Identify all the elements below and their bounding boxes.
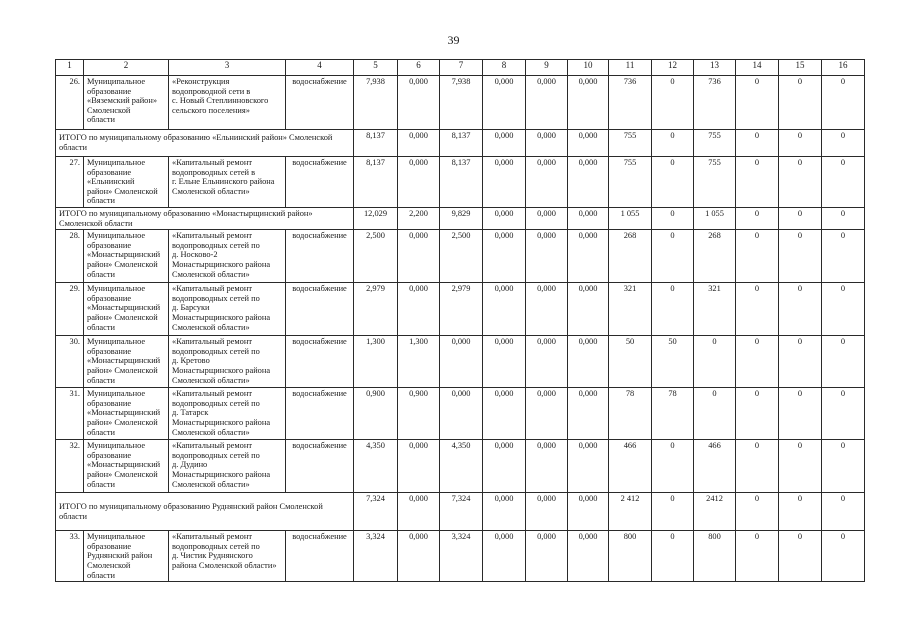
total-row	[56, 493, 865, 531]
service-type-cell: водоснабжение	[286, 283, 354, 336]
value-cell: 3,324	[440, 531, 483, 582]
value-cell: 9,829	[440, 207, 483, 229]
value-cell: 0,000	[568, 283, 609, 336]
value-cell: 7,324	[440, 493, 483, 531]
value-cell: 0,000	[483, 440, 526, 493]
service-type-cell: водоснабжение	[286, 388, 354, 440]
municipality-cell	[84, 388, 169, 440]
column-number: 2	[84, 60, 169, 76]
value-cell: 2,500	[354, 230, 398, 283]
municipality-cell	[84, 336, 169, 388]
value-cell: 466	[609, 440, 652, 493]
value-cell: 0	[652, 76, 694, 130]
row-number: 26.	[56, 76, 84, 130]
value-cell: 0	[652, 207, 694, 229]
column-number: 8	[483, 60, 526, 76]
column-number-row	[56, 60, 865, 76]
value-cell: 321	[694, 283, 736, 336]
value-cell: 736	[694, 76, 736, 130]
value-cell: 0,000	[440, 388, 483, 440]
object-cell	[169, 388, 286, 440]
value-cell: 0,000	[440, 336, 483, 388]
municipality-cell-text: Муниципальное образование «Ельнинский район» Смоленской области	[87, 158, 158, 206]
column-number: 1	[56, 60, 84, 76]
value-cell: 0	[779, 336, 822, 388]
municipality-cell-text: Муниципальное образование «Монастырщинский район» Смоленской области	[87, 337, 161, 385]
value-cell: 0,000	[483, 531, 526, 582]
object-cell	[169, 283, 286, 336]
value-cell: 2 412	[609, 493, 652, 531]
value-cell: 0	[779, 130, 822, 157]
row-number: 32.	[56, 440, 84, 493]
value-cell: 321	[609, 283, 652, 336]
value-cell: 0,000	[483, 493, 526, 531]
value-cell: 800	[609, 531, 652, 582]
service-type-cell: водоснабжение	[286, 76, 354, 130]
row-number: 28.	[56, 230, 84, 283]
municipality-cell	[84, 157, 169, 208]
value-cell: 2,500	[440, 230, 483, 283]
row-number: 33.	[56, 531, 84, 582]
table-row	[56, 531, 865, 582]
value-cell: 0,900	[354, 388, 398, 440]
value-cell: 0	[652, 440, 694, 493]
total-row	[56, 207, 865, 229]
value-cell: 1,300	[398, 336, 440, 388]
column-number: 6	[398, 60, 440, 76]
municipality-cell-text: Муниципальное образование «Монастырщинский район» Смоленской области	[87, 441, 161, 489]
value-cell: 0,000	[568, 207, 609, 229]
value-cell: 0,000	[568, 230, 609, 283]
value-cell: 78	[609, 388, 652, 440]
object-cell-text: «Капитальный ремонт водопроводных сетей по д. Чистик Руднянского района Смоленской области»	[172, 532, 277, 570]
value-cell: 1 055	[694, 207, 736, 229]
value-cell: 0	[652, 531, 694, 582]
value-cell: 3,324	[354, 531, 398, 582]
value-cell: 0,000	[483, 388, 526, 440]
value-cell: 0,000	[568, 493, 609, 531]
column-number: 9	[526, 60, 568, 76]
row-number: 31.	[56, 388, 84, 440]
value-cell: 0,000	[483, 76, 526, 130]
object-cell-text: «Капитальный ремонт водопроводных сетей по д. Кретово Монастырщинского района Смоленской области»	[172, 337, 271, 385]
value-cell: 1 055	[609, 207, 652, 229]
value-cell: 0	[736, 531, 779, 582]
value-cell: 0	[822, 283, 865, 336]
municipality-cell	[84, 531, 169, 582]
value-cell: 0	[736, 230, 779, 283]
table-row	[56, 76, 865, 130]
value-cell: 0	[779, 230, 822, 283]
value-cell: 0	[779, 157, 822, 208]
value-cell: 2,979	[440, 283, 483, 336]
column-number: 11	[609, 60, 652, 76]
value-cell: 0	[822, 230, 865, 283]
object-cell	[169, 531, 286, 582]
value-cell: 0	[652, 157, 694, 208]
value-cell: 78	[652, 388, 694, 440]
value-cell: 268	[609, 230, 652, 283]
value-cell: 0,000	[568, 440, 609, 493]
municipality-cell-text: Муниципальное образование «Вяземский район» Смоленской области	[87, 77, 158, 125]
value-cell: 0	[694, 388, 736, 440]
total-label: ИТОГО по муниципальному образованию Руднянский район Смоленской области	[56, 493, 354, 531]
value-cell: 0	[779, 76, 822, 130]
object-cell	[169, 230, 286, 283]
value-cell: 736	[609, 76, 652, 130]
value-cell: 0	[736, 157, 779, 208]
object-cell-text: «Капитальный ремонт водопроводных сетей в г. Ельне Ельнинского района Смоленской области»	[172, 158, 275, 196]
value-cell: 0,000	[398, 230, 440, 283]
value-cell: 0,900	[398, 388, 440, 440]
row-number: 27.	[56, 157, 84, 208]
value-cell: 7,324	[354, 493, 398, 531]
value-cell: 2,200	[398, 207, 440, 229]
object-cell	[169, 76, 286, 130]
value-cell: 0	[736, 130, 779, 157]
value-cell: 8,137	[354, 157, 398, 208]
value-cell: 0,000	[398, 283, 440, 336]
total-label: ИТОГО по муниципальному образованию «Ельнинский район» Смоленской области	[56, 130, 354, 157]
value-cell: 0,000	[526, 440, 568, 493]
service-type-cell: водоснабжение	[286, 230, 354, 283]
value-cell: 755	[694, 157, 736, 208]
value-cell: 0	[652, 230, 694, 283]
value-cell: 0	[652, 130, 694, 157]
value-cell: 0,000	[398, 130, 440, 157]
value-cell: 0,000	[483, 157, 526, 208]
value-cell: 0,000	[483, 230, 526, 283]
value-cell: 0,000	[526, 207, 568, 229]
row-number: 29.	[56, 283, 84, 336]
value-cell: 0	[652, 283, 694, 336]
value-cell: 0	[822, 336, 865, 388]
value-cell: 0	[822, 207, 865, 229]
column-number: 12	[652, 60, 694, 76]
value-cell: 0	[779, 207, 822, 229]
value-cell: 0,000	[568, 76, 609, 130]
value-cell: 0,000	[526, 493, 568, 531]
page-number: 39	[447, 33, 460, 47]
table-row	[56, 283, 865, 336]
value-cell: 0,000	[568, 157, 609, 208]
value-cell: 0,000	[398, 76, 440, 130]
value-cell: 0,000	[526, 157, 568, 208]
value-cell: 0,000	[398, 157, 440, 208]
value-cell: 755	[694, 130, 736, 157]
municipality-cell-text: Муниципальное образование «Монастырщинский район» Смоленской области	[87, 389, 161, 437]
table-row	[56, 336, 865, 388]
value-cell: 8,137	[440, 130, 483, 157]
service-type-cell: водоснабжение	[286, 157, 354, 208]
column-number: 15	[779, 60, 822, 76]
value-cell: 4,350	[440, 440, 483, 493]
value-cell: 0,000	[483, 283, 526, 336]
value-cell: 0	[822, 388, 865, 440]
value-cell: 0,000	[526, 76, 568, 130]
municipality-cell	[84, 283, 169, 336]
column-number: 10	[568, 60, 609, 76]
value-cell: 4,350	[354, 440, 398, 493]
value-cell: 7,938	[440, 76, 483, 130]
object-cell	[169, 336, 286, 388]
column-number: 16	[822, 60, 865, 76]
column-number: 4	[286, 60, 354, 76]
value-cell: 0	[822, 440, 865, 493]
value-cell: 0,000	[526, 531, 568, 582]
service-type-cell: водоснабжение	[286, 336, 354, 388]
table-body	[56, 60, 865, 582]
municipality-cell	[84, 76, 169, 130]
value-cell: 0,000	[398, 493, 440, 531]
value-cell: 8,137	[440, 157, 483, 208]
municipality-cell	[84, 440, 169, 493]
value-cell: 0	[822, 531, 865, 582]
value-cell: 0,000	[526, 230, 568, 283]
value-cell: 755	[609, 130, 652, 157]
municipality-cell-text: Муниципальное образование Руднянский район Смоленской области	[87, 532, 153, 580]
value-cell: 0,000	[568, 336, 609, 388]
row-number: 30.	[56, 336, 84, 388]
value-cell: 0,000	[526, 130, 568, 157]
value-cell: 0,000	[526, 283, 568, 336]
object-cell	[169, 157, 286, 208]
value-cell: 0	[779, 283, 822, 336]
value-cell: 1,300	[354, 336, 398, 388]
value-cell: 0	[736, 76, 779, 130]
value-cell: 0,000	[526, 388, 568, 440]
table-row	[56, 440, 865, 493]
value-cell: 800	[694, 531, 736, 582]
total-row	[56, 130, 865, 157]
value-cell: 0	[779, 388, 822, 440]
value-cell: 0	[652, 493, 694, 531]
table-row	[56, 388, 865, 440]
value-cell: 0	[779, 531, 822, 582]
object-cell-text: «Капитальный ремонт водопроводных сетей по д. Дудино Монастырщинского района Смоленской области»	[172, 441, 271, 489]
value-cell: 0,000	[483, 336, 526, 388]
value-cell: 0,000	[568, 388, 609, 440]
value-cell: 0	[736, 493, 779, 531]
value-cell: 50	[652, 336, 694, 388]
value-cell: 0,000	[568, 531, 609, 582]
value-cell: 0,000	[483, 130, 526, 157]
value-cell: 0	[736, 207, 779, 229]
value-cell: 2412	[694, 493, 736, 531]
column-number: 3	[169, 60, 286, 76]
value-cell: 0	[736, 388, 779, 440]
value-cell: 0	[822, 157, 865, 208]
total-label: ИТОГО по муниципальному образованию «Монастырщинский район» Смоленской области	[56, 207, 354, 229]
table-row	[56, 230, 865, 283]
object-cell-text: «Капитальный ремонт водопроводных сетей по д. Барсуки Монастырщинского района Смоленской области»	[172, 284, 271, 332]
value-cell: 0	[822, 493, 865, 531]
object-cell-text: «Капитальный ремонт водопроводных сетей по д. Татарск Монастырщинского района Смоленской области»	[172, 389, 271, 437]
value-cell: 0	[736, 283, 779, 336]
column-number: 7	[440, 60, 483, 76]
municipality-cell	[84, 230, 169, 283]
value-cell: 7,938	[354, 76, 398, 130]
value-cell: 0,000	[483, 207, 526, 229]
service-type-cell: водоснабжение	[286, 440, 354, 493]
value-cell: 0	[779, 440, 822, 493]
value-cell: 50	[609, 336, 652, 388]
value-cell: 0	[822, 76, 865, 130]
column-number: 5	[354, 60, 398, 76]
value-cell: 268	[694, 230, 736, 283]
service-type-cell: водоснабжение	[286, 531, 354, 582]
object-cell	[169, 440, 286, 493]
value-cell: 466	[694, 440, 736, 493]
value-cell: 0	[736, 440, 779, 493]
table-row	[56, 157, 865, 208]
value-cell: 0	[779, 493, 822, 531]
municipality-cell-text: Муниципальное образование «Монастырщинский район» Смоленской области	[87, 284, 161, 332]
value-cell: 0,000	[568, 130, 609, 157]
object-cell-text: «Реконструкция водопроводной сети в с. Новый Степлинновского сельского поселения»	[172, 77, 269, 115]
municipality-cell-text: Муниципальное образование «Монастырщинский район» Смоленской области	[87, 231, 161, 279]
value-cell: 0	[694, 336, 736, 388]
investment-table	[55, 59, 865, 582]
column-number: 13	[694, 60, 736, 76]
value-cell: 0,000	[398, 531, 440, 582]
value-cell: 8,137	[354, 130, 398, 157]
value-cell: 12,029	[354, 207, 398, 229]
value-cell: 0,000	[398, 440, 440, 493]
value-cell: 0	[736, 336, 779, 388]
column-number: 14	[736, 60, 779, 76]
value-cell: 755	[609, 157, 652, 208]
value-cell: 0,000	[526, 336, 568, 388]
value-cell: 0	[822, 130, 865, 157]
value-cell: 2,979	[354, 283, 398, 336]
object-cell-text: «Капитальный ремонт водопроводных сетей по д. Носково-2 Монастырщинского района Смоленской области»	[172, 231, 271, 279]
